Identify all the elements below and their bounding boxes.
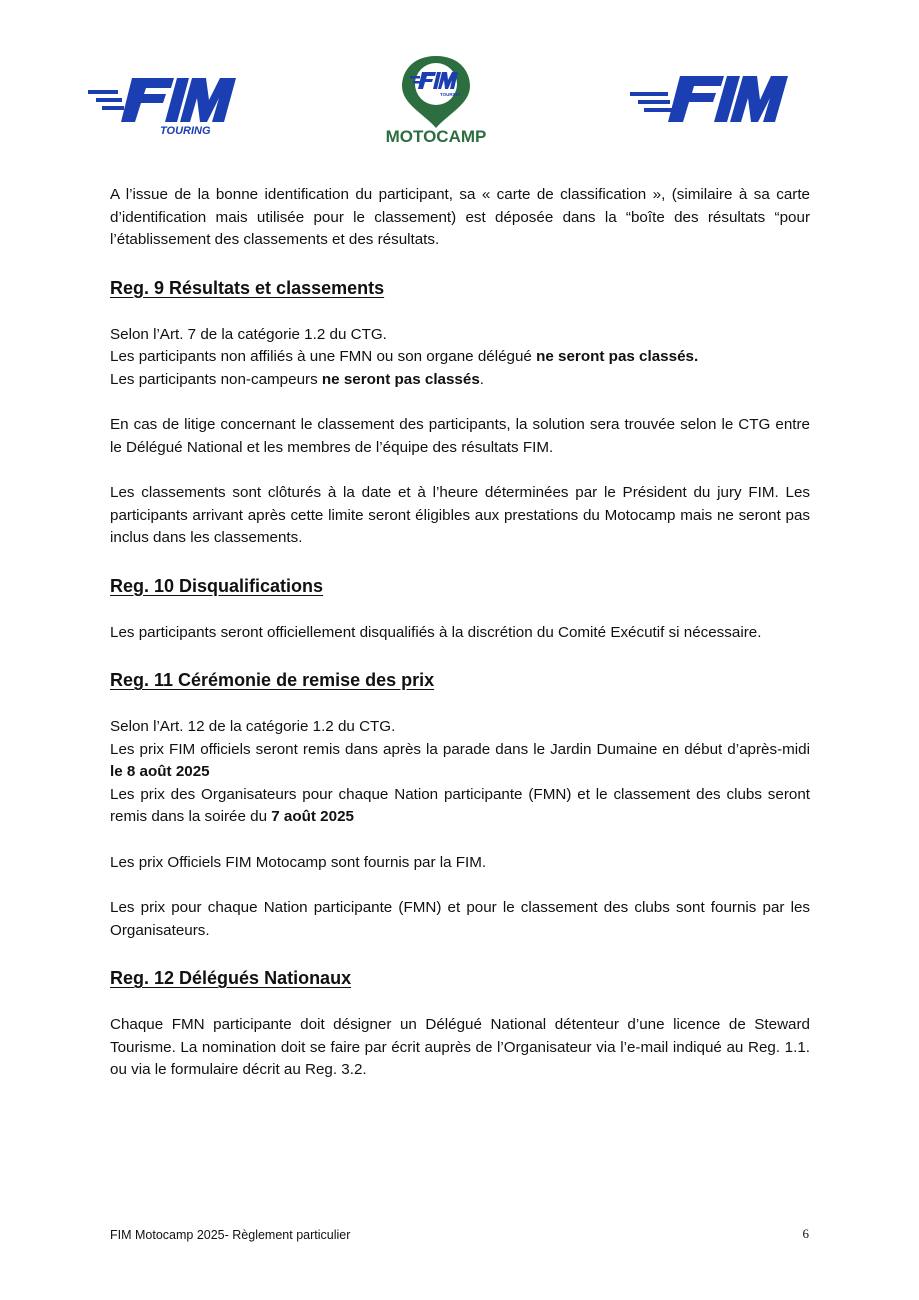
reg11-paragraph3: Les prix pour chaque Nation participante (FMN) et pour le classement des clubs sont fournis par les Organisateurs.: [110, 899, 810, 939]
reg12-paragraph: Chaque FMN participante doit désigner un Délégué National détenteur d’une licence de Steward Tourisme. La nomination doit se faire par écrit auprès de l’Organisateur via l’e-mail indiqué au Reg. 1.1. ou via le formulaire décrit au Reg. 3.2.: [110, 1016, 810, 1078]
motocamp-logo-graphic: [380, 52, 492, 146]
reg11-line1: Selon l’Art. 12 de la catégorie 1.2 du CTG.: [110, 718, 396, 735]
motocamp-caption: MOTOCAMP: [385, 127, 487, 146]
reg11-heading: Reg. 11 Cérémonie de remise des prix: [110, 670, 435, 690]
reg11-line3: Les prix des Organisateurs pour chaque Nation participante (FMN) et le classement des clubs seront remis dans la soirée du 7 août 2025: [110, 785, 810, 825]
reg11-line2: Les prix FIM officiels seront remis dans après la parade dans le Jardin Dumaine en début d’après-midi le 8 août 2025: [110, 740, 810, 780]
motocamp-touring-subtitle: TOURING: [440, 92, 461, 97]
touring-subtitle: TOURING: [160, 125, 211, 137]
reg11-paragraph2: Les prix Officiels FIM Motocamp sont fournis par la FIM.: [110, 853, 487, 871]
reg9-paragraph3: Les classements sont clôturés à la date et à l’heure déterminées par le Président du jury FIM. Les participants arrivant après cette limite seront éligibles aux prestations du Motocamp mais ne seront pas inclus dans les classements.: [110, 484, 810, 546]
fim-touring-logo: [88, 70, 238, 140]
fim-logo: [630, 72, 788, 126]
reg9-heading: Reg. 9 Résultats et classements: [110, 277, 385, 298]
reg12-heading: Reg. 12 Délégués Nationaux: [110, 968, 352, 988]
reg9-line3: Les participants non-campeurs ne seront pas classés.: [110, 370, 485, 388]
fim-motocamp-logo: [380, 52, 492, 146]
reg9-line1: Selon l’Art. 7 de la catégorie 1.2 du CTG.: [110, 325, 387, 343]
reg9-paragraph2: En cas de litige concernant le classement des participants, la solution sera trouvée selon le CTG entre le Délégué National et les membres de l’équipe des résultats FIM.: [110, 416, 810, 456]
reg9-line2: Les participants non affiliés à une FMN ou son organe délégué ne seront pas classés.: [110, 348, 699, 365]
fim-touring-logo-graphic: [88, 70, 238, 140]
intro-paragraph: A l’issue de la bonne identification du participant, sa « carte de classification », (similaire à sa carte d’identification mais utilisée pour le classement) est déposée dans la “boîte des résultats “pour l’établissement des classements et des résultats.: [110, 186, 810, 248]
reg10-heading: Reg. 10 Disqualifications: [110, 575, 324, 596]
reg10-paragraph: Les participants seront officiellement disqualifiés à la discrétion du Comité Exécutif si nécessaire.: [110, 623, 762, 641]
fim-logo-graphic: [630, 72, 788, 126]
document-body: [110, 184, 810, 1082]
footer-title: FIM Motocamp 2025- Règlement particulier: [110, 1228, 351, 1242]
page-number: 6: [802, 1226, 809, 1241]
